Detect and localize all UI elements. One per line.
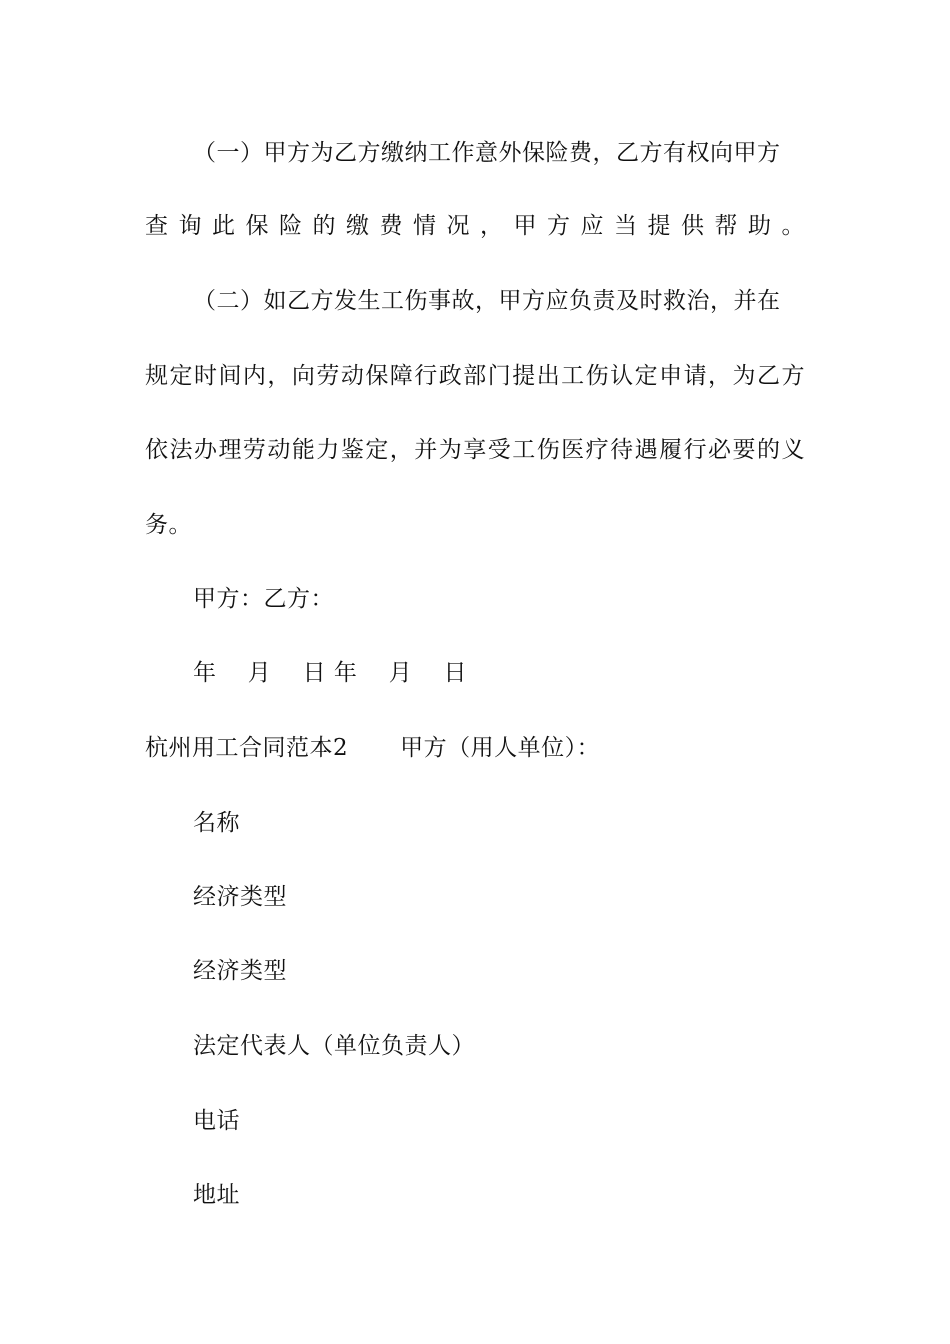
paragraph-2-line-4: 务。	[145, 512, 192, 538]
party-a-label: 甲方（用人单位）：	[400, 735, 601, 761]
field-legal-representative: 法定代表人（单位负责人）	[193, 1033, 475, 1059]
field-phone: 电话	[193, 1108, 240, 1134]
section-heading	[145, 733, 600, 763]
paragraph-1-line-2: 查询此保险的缴费情况，甲方应当提供帮助。	[145, 213, 805, 239]
section-title: 杭州用工合同范本2	[145, 735, 349, 761]
paragraph-2-line-1: （二）如乙方发生工伤事故，甲方应负责及时救治，并在	[193, 288, 781, 314]
paragraph-2-line-3: 依法办理劳动能力鉴定，并为享受工伤医疗待遇履行必要的义	[145, 437, 805, 463]
paragraph-1-line-1: （一）甲方为乙方缴纳工作意外保险费，乙方有权向甲方	[193, 140, 781, 166]
field-economic-type: 经济类型	[193, 884, 287, 910]
field-economic-type-2: 经济类型	[193, 958, 287, 984]
date-line: 年 月 日 年 月 日	[193, 660, 468, 686]
paragraph-2-line-2: 规定时间内，向劳动保障行政部门提出工伤认定申请，为乙方	[145, 363, 805, 389]
field-name: 名称	[193, 810, 240, 836]
field-address: 地址	[193, 1182, 240, 1208]
signature-line: 甲方：乙方：	[193, 586, 334, 612]
